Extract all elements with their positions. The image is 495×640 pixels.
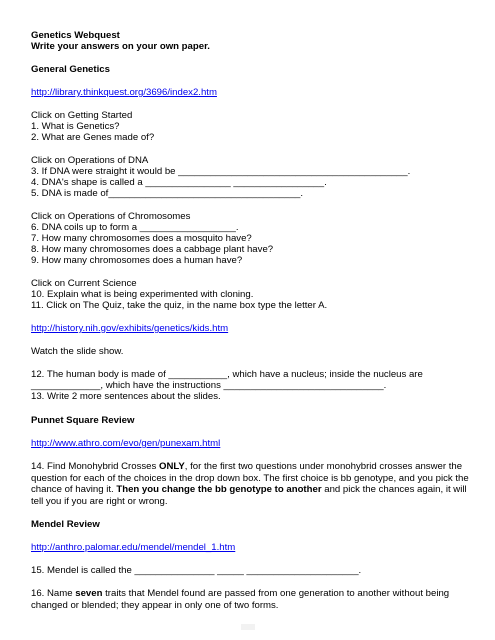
question-4: 4. DNA's shape is called a ________________ _________________. bbox=[31, 177, 327, 188]
question-16: 16. Name seven traits that Mendel found are passed from one generation to another without being changed or blended; they appear in only one of two forms. bbox=[31, 588, 450, 611]
question-6: 6. DNA coils up to form a __________________. bbox=[31, 222, 239, 233]
question-12-line-2: _____________, which have the instructions ______________________________. bbox=[31, 380, 387, 391]
question-15: 15. Mendel is called the _______________ _____ _____________________. bbox=[31, 565, 362, 576]
punnet-square-heading: Punnet Square Review bbox=[31, 415, 135, 426]
current-science-instruction: Click on Current Science bbox=[31, 278, 137, 289]
chromosome-operations-instruction: Click on Operations of Chromosomes bbox=[31, 211, 191, 222]
question-1: 1. What is Genetics? bbox=[31, 121, 120, 132]
question-9: 9. How many chromosomes does a human have? bbox=[31, 255, 243, 266]
question-11: 11. Click on The Quiz, take the quiz, in the name box type the letter A. bbox=[31, 300, 328, 311]
question-8: 8. How many chromosomes does a cabbage plant have? bbox=[31, 244, 274, 255]
slide-show-instruction: Watch the slide show. bbox=[31, 346, 124, 357]
athro-punnet-link[interactable]: http://www.athro.com/evo/gen/punexam.html bbox=[31, 438, 221, 449]
getting-started-instruction: Click on Getting Started bbox=[31, 110, 133, 121]
worksheet-instruction: Write your answers on your own paper. bbox=[31, 41, 210, 52]
thinkquest-link[interactable]: http://library.thinkquest.org/3696/index2.htm bbox=[31, 87, 217, 98]
question-5: 5. DNA is made of____________________________________. bbox=[31, 188, 304, 199]
question-3: 3. If DNA were straight it would be ___________________________________________. bbox=[31, 166, 411, 177]
general-genetics-heading: General Genetics bbox=[31, 64, 110, 75]
nih-genetics-link[interactable]: http://history.nih.gov/exhibits/genetics/kids.htm bbox=[31, 323, 229, 334]
question-13: 13. Write 2 more sentences about the slides. bbox=[31, 391, 221, 402]
question-10: 10. Explain what is being experimented with cloning. bbox=[31, 289, 254, 300]
worksheet-title: Genetics Webquest bbox=[31, 30, 120, 41]
page-corner-mark bbox=[241, 624, 255, 630]
palomar-mendel-link[interactable]: http://anthro.palomar.edu/mendel/mendel_1.htm bbox=[31, 542, 236, 553]
dna-operations-instruction: Click on Operations of DNA bbox=[31, 155, 149, 166]
question-14: 14. Find Monohybrid Crosses ONLY, for the first two questions under monohybrid crosses answer the question for each of the choices in the drop down box. The first choice is bb genotype, and you pick the chance of having it. Then you change the bb genotype to another and pick the chances again, it will tell you if you are right or wrong. bbox=[31, 461, 469, 507]
question-2: 2. What are Genes made of? bbox=[31, 132, 155, 143]
question-12-line-1: 12. The human body is made of ___________, which have a nucleus; inside the nucleus are bbox=[31, 369, 423, 380]
question-7: 7. How many chromosomes does a mosquito have? bbox=[31, 233, 252, 244]
mendel-review-heading: Mendel Review bbox=[31, 519, 100, 530]
